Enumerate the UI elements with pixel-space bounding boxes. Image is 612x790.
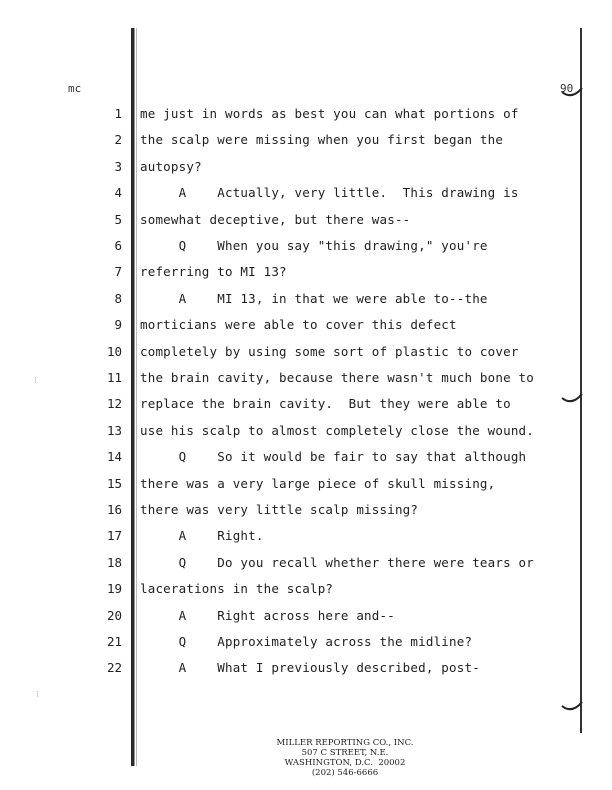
page-number: 90 bbox=[560, 82, 574, 95]
line-text: A Actually, very little. This drawing is bbox=[140, 185, 519, 201]
line-text: Q Do you recall whether there were tears or bbox=[140, 554, 535, 570]
transcript-line bbox=[0, 423, 612, 449]
transcript-line bbox=[0, 317, 612, 343]
transcript-line bbox=[0, 185, 612, 211]
line-number: 4 bbox=[114, 185, 122, 201]
transcript-line bbox=[0, 370, 612, 396]
line-number: 20 bbox=[106, 607, 122, 623]
transcript-line bbox=[0, 476, 612, 502]
transcript-line bbox=[0, 608, 612, 634]
transcript-line bbox=[0, 634, 612, 660]
transcript-line bbox=[0, 238, 612, 264]
line-text: lacerations in the scalp? bbox=[140, 581, 334, 597]
line-number: 10 bbox=[106, 343, 122, 359]
line-text: referring to MI 13? bbox=[140, 264, 287, 280]
reporter-footer bbox=[250, 738, 440, 778]
line-text: use his scalp to almost completely close the wound. bbox=[140, 422, 535, 438]
binding-curl-icon bbox=[560, 84, 584, 98]
transcript-line bbox=[0, 502, 612, 528]
line-text: A Right. bbox=[140, 528, 264, 544]
line-text: the brain cavity, because there wasn't much bone to bbox=[140, 370, 535, 385]
line-number: 17 bbox=[106, 528, 122, 544]
footer-company: MILLER REPORTING CO., INC. bbox=[276, 738, 414, 748]
transcript-line bbox=[0, 106, 612, 132]
scan-mark: ⁝ bbox=[36, 690, 39, 700]
line-text: Q Approximately across the midline? bbox=[140, 634, 473, 649]
binding-curl-icon bbox=[560, 700, 584, 714]
footer-city: WASHINGTON, D.C. 20002 bbox=[284, 758, 406, 768]
line-number: 11 bbox=[106, 370, 122, 385]
line-number: 22 bbox=[106, 660, 122, 676]
line-number: 5 bbox=[114, 211, 122, 227]
line-text: the scalp were missing when you first began the bbox=[140, 132, 504, 148]
line-text: completely by using some sort of plastic to cover bbox=[140, 343, 519, 359]
transcript-line bbox=[0, 159, 612, 185]
line-text: Q When you say "this drawing," you're bbox=[140, 238, 488, 253]
line-text: there was very little scalp missing? bbox=[140, 502, 419, 517]
transcript-line bbox=[0, 449, 612, 475]
transcript-line bbox=[0, 212, 612, 238]
line-text: morticians were able to cover this defect bbox=[140, 317, 457, 333]
transcript-line bbox=[0, 555, 612, 581]
line-number: 8 bbox=[114, 290, 122, 306]
line-number: 12 bbox=[106, 396, 122, 412]
line-text: A What I previously described, post- bbox=[140, 660, 480, 676]
line-number: 9 bbox=[114, 317, 122, 333]
line-number: 13 bbox=[106, 422, 122, 438]
transcript-line bbox=[0, 581, 612, 607]
line-number: 14 bbox=[106, 449, 122, 465]
line-number: 2 bbox=[114, 132, 122, 148]
reporter-initials: mc bbox=[68, 82, 82, 95]
line-text: me just in words as best you can what portions of bbox=[140, 106, 519, 121]
transcript-line bbox=[0, 660, 612, 686]
line-number: 7 bbox=[114, 264, 122, 280]
line-number: 18 bbox=[106, 554, 122, 570]
scan-mark: ⁝ bbox=[34, 376, 37, 386]
line-number: 1 bbox=[114, 106, 122, 121]
line-number: 19 bbox=[106, 581, 122, 597]
line-text: replace the brain cavity. But they were able to bbox=[140, 396, 511, 412]
line-number: 16 bbox=[106, 502, 122, 517]
line-text: somewhat deceptive, but there was-- bbox=[140, 211, 411, 227]
line-number: 6 bbox=[114, 238, 122, 253]
line-text: there was a very large piece of skull missing, bbox=[140, 475, 496, 491]
line-text: Q So it would be fair to say that although bbox=[140, 449, 527, 465]
footer-street: 507 C STREET, N.E. bbox=[301, 748, 389, 758]
transcript-line bbox=[0, 528, 612, 554]
line-number: 15 bbox=[106, 475, 122, 491]
line-text: autopsy? bbox=[140, 158, 202, 174]
line-number: 21 bbox=[106, 634, 122, 649]
line-number: 3 bbox=[114, 158, 122, 174]
transcript-line bbox=[0, 344, 612, 370]
transcript-line bbox=[0, 396, 612, 422]
transcript-line bbox=[0, 291, 612, 317]
transcript-line bbox=[0, 264, 612, 290]
line-text: A MI 13, in that we were able to--the bbox=[140, 290, 488, 306]
line-text: A Right across here and-- bbox=[140, 607, 395, 623]
footer-phone: (202) 546-6666 bbox=[311, 768, 379, 778]
transcript-line bbox=[0, 132, 612, 158]
